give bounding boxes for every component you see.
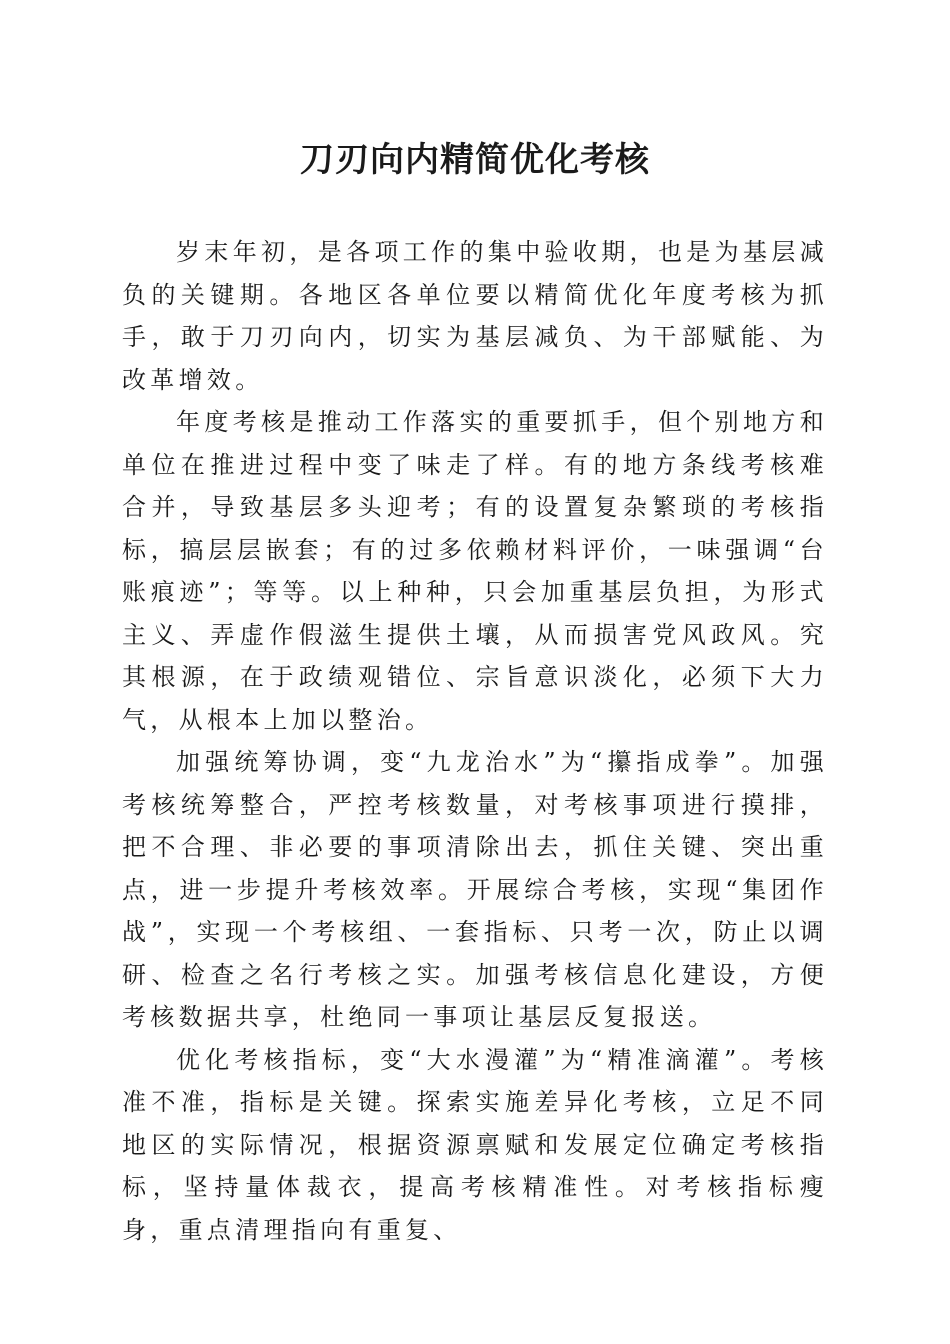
document-body (122, 231, 828, 1251)
paragraph-indicators: 优化考核指标，变“大水漫灌”为“精准滴灌”。考核准不准，指标是关键。探索实施差异化考核，立足不同地区的实际情况，根据资源禀赋和发展定位确定考核指标，坚持量体裁衣，提高考核精准性。对考核指标瘦身，重点清理指向有重复、 (122, 1045, 828, 1244)
paragraph-coordination: 加强统筹协调，变“九龙治水”为“攥指成拳”。加强考核统筹整合，严控考核数量，对考核事项进行摸排，把不合理、非必要的事项清除出去，抓住关键、突出重点，进一步提升考核效率。开展综合考核，实现“集团作战”，实现一个考核组、一套指标、只考一次，防止以调研、检查之名行考核之实。加强考核信息化建设，方便考核数据共享，杜绝同一事项让基层反复报送。 (122, 748, 828, 1031)
document-title: 刀刃向内精简优化考核 (300, 140, 650, 180)
paragraph-intro: 岁末年初，是各项工作的集中验收期，也是为基层减负的关键期。各地区各单位要以精简优化年度考核为抓手，敢于刀刃向内，切实为基层减负、为干部赋能、为改革增效。 (122, 238, 828, 394)
paragraph-problems: 年度考核是推动工作落实的重要抓手，但个别地方和单位在推进过程中变了味走了样。有的地方条线考核难合并，导致基层多头迎考；有的设置复杂繁琐的考核指标，搞层层嵌套；有的过多依赖材料评价，一味强调“台账痕迹”；等等。以上种种，只会加重基层负担，为形式主义、弄虚作假滋生提供土壤，从而损害党风政风。究其根源，在于政绩观错位、宗旨意识淡化，必须下大力气，从根本上加以整治。 (122, 408, 828, 734)
